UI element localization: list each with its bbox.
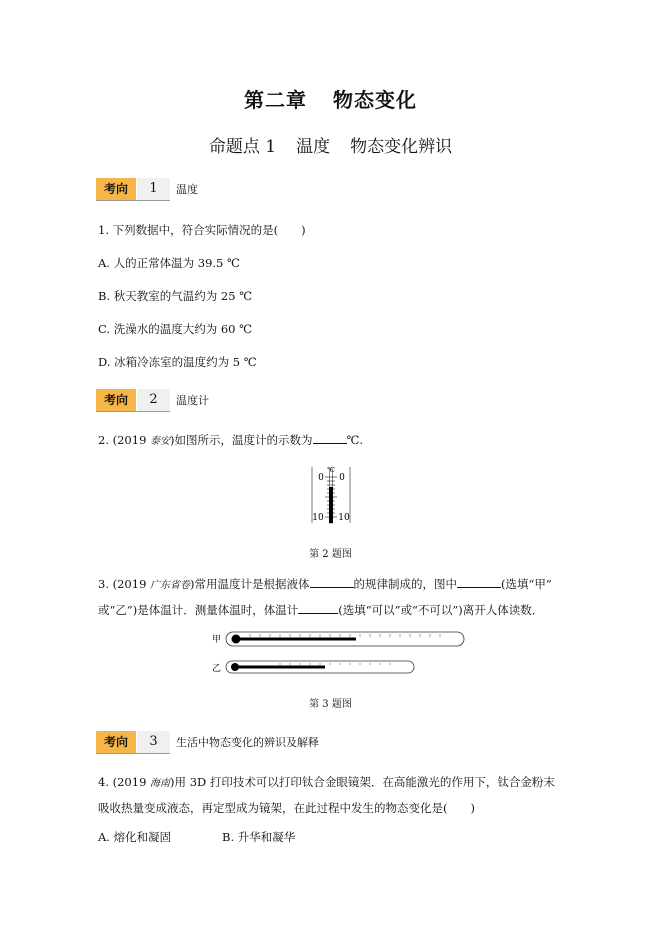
question-1-option-a: A. 人的正常体温为 39.5 ℃ — [98, 256, 240, 270]
direction-label: 考向 — [96, 731, 136, 753]
direction-label: 考向 — [96, 389, 136, 411]
question-2-stem — [98, 432, 363, 448]
question-text: 的规律制成的，图中 — [353, 577, 458, 591]
answer-blank — [298, 602, 338, 614]
thermometer-figure — [308, 463, 354, 525]
thermometer-unit: ℃ — [327, 466, 335, 474]
question-prefix: 2. (2019 — [98, 433, 151, 447]
direction-badge — [96, 389, 170, 412]
thermometer-label-top-right: 0 — [339, 473, 345, 483]
thermometer-a — [226, 632, 464, 646]
direction-number: 2 — [136, 389, 170, 411]
direction-title: 温度 — [176, 183, 198, 196]
thermometer-label-top-left: 0 — [318, 473, 324, 483]
direction-badge — [96, 178, 170, 201]
question-4-option-a: A. 熔化和凝固 — [98, 830, 172, 844]
thermometer-liquid — [329, 487, 333, 523]
question-text: )如图所示，温度计的示数为 — [170, 433, 313, 447]
figure-2-caption: 第 2 题图 — [309, 549, 352, 560]
direction-title: 温度计 — [176, 394, 209, 407]
thermometer-label-bottom-right: 10 — [338, 513, 350, 523]
thermometer-a-label: 甲 — [212, 635, 222, 645]
thermometer-b-label: 乙 — [212, 664, 222, 674]
question-text: 或“乙”)是体温计．测量体温时，体温计 — [98, 603, 299, 617]
section-title — [0, 132, 661, 157]
direction-tag-3 — [96, 731, 319, 753]
question-text: (选填“可以”或“不可以”)离开人体读数． — [338, 603, 544, 617]
question-text: )用 3D 打印技术可以打印钛合金眼镜架．在高能激光的作用下，钛合金粉末吸收热量变成液态，再定型成为镜架，在此过程中发生的物态变化是( ) — [98, 775, 555, 815]
question-text: )常用温度计是根据液体 — [190, 577, 310, 591]
question-1-option-c: C. 洗澡水的温度大约为 60 ℃ — [98, 322, 253, 336]
question-4-option-b: B. 升华和凝华 — [222, 830, 296, 844]
section-prefix: 命题点 1 — [208, 137, 277, 157]
direction-badge — [96, 731, 170, 754]
question-1-option-d: D. 冰箱冷冻室的温度约为 5 ℃ — [98, 355, 257, 369]
thermometers-figure — [210, 628, 466, 678]
question-text: (选填“甲” — [501, 577, 552, 591]
answer-blank — [310, 576, 354, 588]
question-1-stem: 1. 下列数据中，符合实际情况的是( ) — [98, 223, 306, 237]
question-source: 泰安 — [150, 436, 171, 447]
chapter-name: 物态变化 — [333, 88, 417, 112]
direction-number: 3 — [136, 731, 170, 753]
section-name-a: 温度 — [296, 137, 331, 157]
question-suffix: ℃. — [346, 433, 364, 447]
thermometer-b — [226, 661, 414, 673]
question-3-stem — [98, 572, 563, 622]
figure-3-caption: 第 3 题图 — [309, 699, 352, 710]
direction-title: 生活中物态变化的辨识及解释 — [176, 736, 319, 749]
answer-blank — [313, 432, 347, 444]
direction-tag-1 — [96, 178, 198, 200]
direction-label: 考向 — [96, 178, 136, 200]
direction-tag-2 — [96, 389, 209, 411]
direction-number: 1 — [136, 178, 170, 200]
chapter-number: 第二章 — [244, 88, 307, 112]
question-4-stem — [98, 770, 563, 820]
answer-blank — [457, 576, 501, 588]
question-source: 海南 — [150, 778, 171, 789]
chapter-title — [0, 84, 661, 113]
question-prefix: 4. (2019 — [98, 775, 151, 789]
question-prefix: 3. (2019 — [98, 577, 151, 591]
question-source: 广东省卷 — [150, 580, 191, 591]
thermometer-label-bottom-left: 10 — [312, 513, 324, 523]
question-1-option-b: B. 秋天教室的气温约为 25 ℃ — [98, 289, 253, 303]
section-name-b: 物态变化辨识 — [350, 137, 453, 157]
